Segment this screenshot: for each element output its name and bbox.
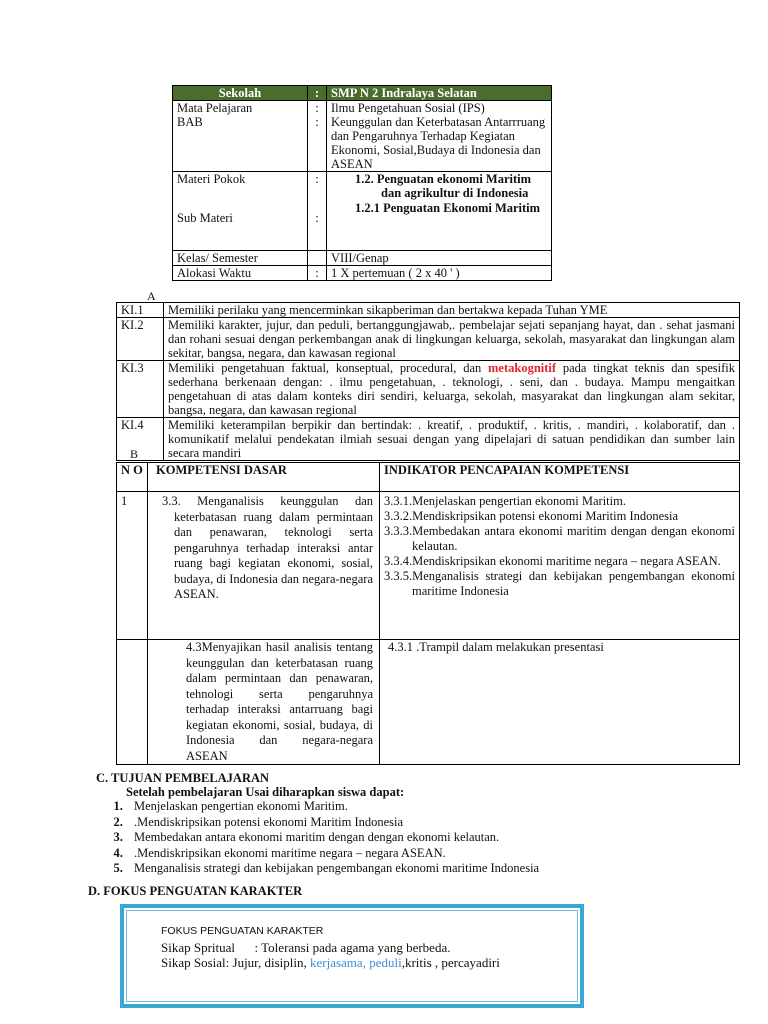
indicator-item: 4.3.1 .Trampil dalam melakukan presentasi xyxy=(388,640,604,654)
ki-code: KI.1 xyxy=(117,303,164,318)
kd-no xyxy=(117,640,148,765)
core-competency-table xyxy=(116,302,740,461)
ipk-cell xyxy=(380,640,740,765)
info-row-class xyxy=(173,251,552,266)
indicator-item: 3.3.2.Mendiskripsikan potensi ekonomi Maritim Indonesia xyxy=(384,509,679,523)
section-a-label: A xyxy=(147,289,156,303)
ki-row xyxy=(117,418,740,461)
ki-text-rich xyxy=(164,361,740,418)
basic-competency-table xyxy=(116,462,740,765)
info-sep-stack xyxy=(308,172,327,251)
list-item: 3. Membedakan antara ekonomi maritim dengan dengan ekonomi kelautan. xyxy=(126,830,716,846)
info-label: Sekolah xyxy=(173,86,308,101)
kd-header-row xyxy=(117,463,740,492)
list-item: 4. .Mendiskripsikan ekonomi maritime negara – negara ASEAN. xyxy=(126,846,716,862)
ki-code: KI.3 xyxy=(117,361,164,418)
learning-objectives-section xyxy=(96,771,716,877)
ipk-cell xyxy=(380,492,740,640)
objectives-list xyxy=(96,799,716,877)
info-sep-stack xyxy=(308,101,327,172)
info-sep: : xyxy=(315,101,319,115)
info-sep: : xyxy=(315,115,319,129)
info-sep: : xyxy=(308,266,327,281)
ki-text: Memiliki keterampilan berpikir dan bertindak: . kreatif, . produktif, . kritis, . mandiri, . kolaboratif, dan . komunikatif melalui pendekatan ilmiah sesuai dengan yang dipelajari di satuan pendidikan dan sumber lain secara mandiri xyxy=(164,418,740,461)
info-label: Mata Pelajaran xyxy=(177,101,253,115)
info-value: 1.2. Penguatan ekonomi Maritim dan agrikultur di Indonesia xyxy=(355,172,532,200)
info-row-school xyxy=(173,86,552,101)
school-info-table xyxy=(172,85,552,281)
ki-text: pada tingkat teknis dan spesifik sederhana berkenaan dengan: . ilmu pengetahuan, . teknologi, . seni, dan . budaya. Mampu mengaitkan pengetahuan di atas dalam konteks diri sendiri, keluarga, sekolah, masyarakat dan lingkungan alam sekitar, bangsa, negara, dan kawasan regional xyxy=(168,361,736,417)
kd-no: 1 xyxy=(117,492,148,640)
list-item: 5. Menganalisis strategi dan kebijakan pengembangan ekonomi maritime Indonesia xyxy=(126,861,716,877)
info-label: BAB xyxy=(177,115,203,129)
info-value: SMP N 2 Indralaya Selatan xyxy=(327,86,552,101)
info-row-time xyxy=(173,266,552,281)
info-value: 1 X pertemuan ( 2 x 40 ' ) xyxy=(327,266,552,281)
info-label-stack xyxy=(173,101,308,172)
indicator-item: 3.3.5.Menganalisis strategi dan kebijakan pengembangan ekonomi maritime Indonesia xyxy=(384,569,735,598)
spiritual-attitude: Sikap Spritual : Toleransi pada agama yang berbeda. xyxy=(161,940,451,955)
ki-text: Memiliki karakter, jujur, dan peduli, bertanggungjawab,. pembelajar sejati sepanjang hayat, dan . sehat jasmani dan rohani sesuai dengan perkembangan anak di lingkungan keluarga, sekolah, masyarakat dan lingkungan alam sekitar, bangsa, negara, dan kawasan regional xyxy=(164,318,740,361)
kd-text-cell xyxy=(148,492,380,640)
section-d-title: D. FOKUS PENGUATAN KARAKTER xyxy=(88,884,303,898)
list-item: 2. .Mendiskripsikan potensi ekonomi Maritim Indonesia xyxy=(126,815,716,831)
info-value: Ilmu Pengetahuan Sosial (IPS) xyxy=(331,101,485,115)
info-sep: : xyxy=(315,172,319,186)
info-sep xyxy=(308,251,327,266)
info-value: 1.2.1 Penguatan Ekonomi Maritim xyxy=(355,201,541,215)
header-kd: KOMPETENSI DASAR xyxy=(148,463,380,492)
info-value: VIII/Genap xyxy=(327,251,552,266)
social-attitude xyxy=(161,955,543,970)
header-no: N O xyxy=(117,463,148,492)
character-focus-inner xyxy=(126,910,578,1002)
indicator-item: 3.3.3.Membedakan antara ekonomi maritim dengan dengan ekonomi kelautan. xyxy=(384,524,735,553)
info-row-topic xyxy=(173,172,552,251)
ki-row xyxy=(117,318,740,361)
social-text: Sikap Sosial: Jujur, disiplin, xyxy=(161,955,310,970)
section-c-subtitle: Setelah pembelajaran Usai diharapkan siswa dapat: xyxy=(126,785,405,799)
info-sep: : xyxy=(315,211,319,225)
kd-text-cell xyxy=(148,640,380,765)
kd-text: 3.3. Menganalisis keunggulan dan keterbatasan ruang dalam permintaan dan penawaran, teknologi serta pengaruhnya terhadap interaksi antar ruang bagi kegiatan ekonomi, sosial, budaya, di Indonesia dan negara-negara ASEAN. xyxy=(162,494,373,601)
box-title: FOKUS PENGUATAN KARAKTER xyxy=(161,925,324,937)
info-label: Kelas/ Semester xyxy=(173,251,308,266)
indicator-item: 3.3.1.Menjelaskan pengertian ekonomi Maritim. xyxy=(384,494,626,508)
info-label: Sub Materi xyxy=(177,211,233,225)
kd-text: 4.3Menyajikan hasil analisis tentang keunggulan dan keterbatasan ruang dalam permintaan dan penawaran, tehnologi serta pengaruhnya terhadap interaksi antarruang bagi kegiatan ekonomi, sosial, budaya, di Indonesia dan negara-negara ASEAN xyxy=(186,640,373,763)
ki-row xyxy=(117,361,740,418)
info-row-subject xyxy=(173,101,552,172)
social-text: ,kritis , percayadiri xyxy=(401,955,500,970)
social-highlight: kerjasama, peduli xyxy=(310,955,402,970)
list-item: 1. Menjelaskan pengertian ekonomi Maritim. xyxy=(126,799,716,815)
character-focus-box xyxy=(120,904,584,1008)
info-label: Materi Pokok xyxy=(177,172,246,186)
ki-text: Memiliki pengetahuan faktual, konseptual, procedural, dan xyxy=(168,361,489,375)
header-ipk: INDIKATOR PENCAPAIAN KOMPETENSI xyxy=(380,463,740,492)
info-label-stack xyxy=(173,172,308,251)
info-label: Alokasi Waktu xyxy=(173,266,308,281)
ki-code: KI.2 xyxy=(117,318,164,361)
info-value-stack xyxy=(327,101,552,172)
section-b-label: B xyxy=(130,447,139,461)
ki-highlight: metakognitif xyxy=(488,361,557,375)
section-c-title: C. TUJUAN PEMBELAJARAN xyxy=(96,771,270,785)
kd-row xyxy=(117,640,740,765)
kd-row xyxy=(117,492,740,640)
ki-code: KI.4 xyxy=(117,418,164,461)
info-value-stack xyxy=(327,172,552,251)
info-sep: : xyxy=(308,86,327,101)
ki-text: Memiliki perilaku yang mencerminkan sikapberiman dan bertakwa kepada Tuhan YME xyxy=(164,303,740,318)
ki-row xyxy=(117,303,740,318)
indicator-item: 3.3.4.Mendiskripsikan ekonomi maritime negara – negara ASEAN. xyxy=(384,554,721,568)
info-value: Keunggulan dan Keterbatasan Antarrruang dan Pengaruhnya Terhadap Kegiatan Ekonomi, Sosial,Budaya di Indonesia dan ASEAN xyxy=(331,115,546,171)
